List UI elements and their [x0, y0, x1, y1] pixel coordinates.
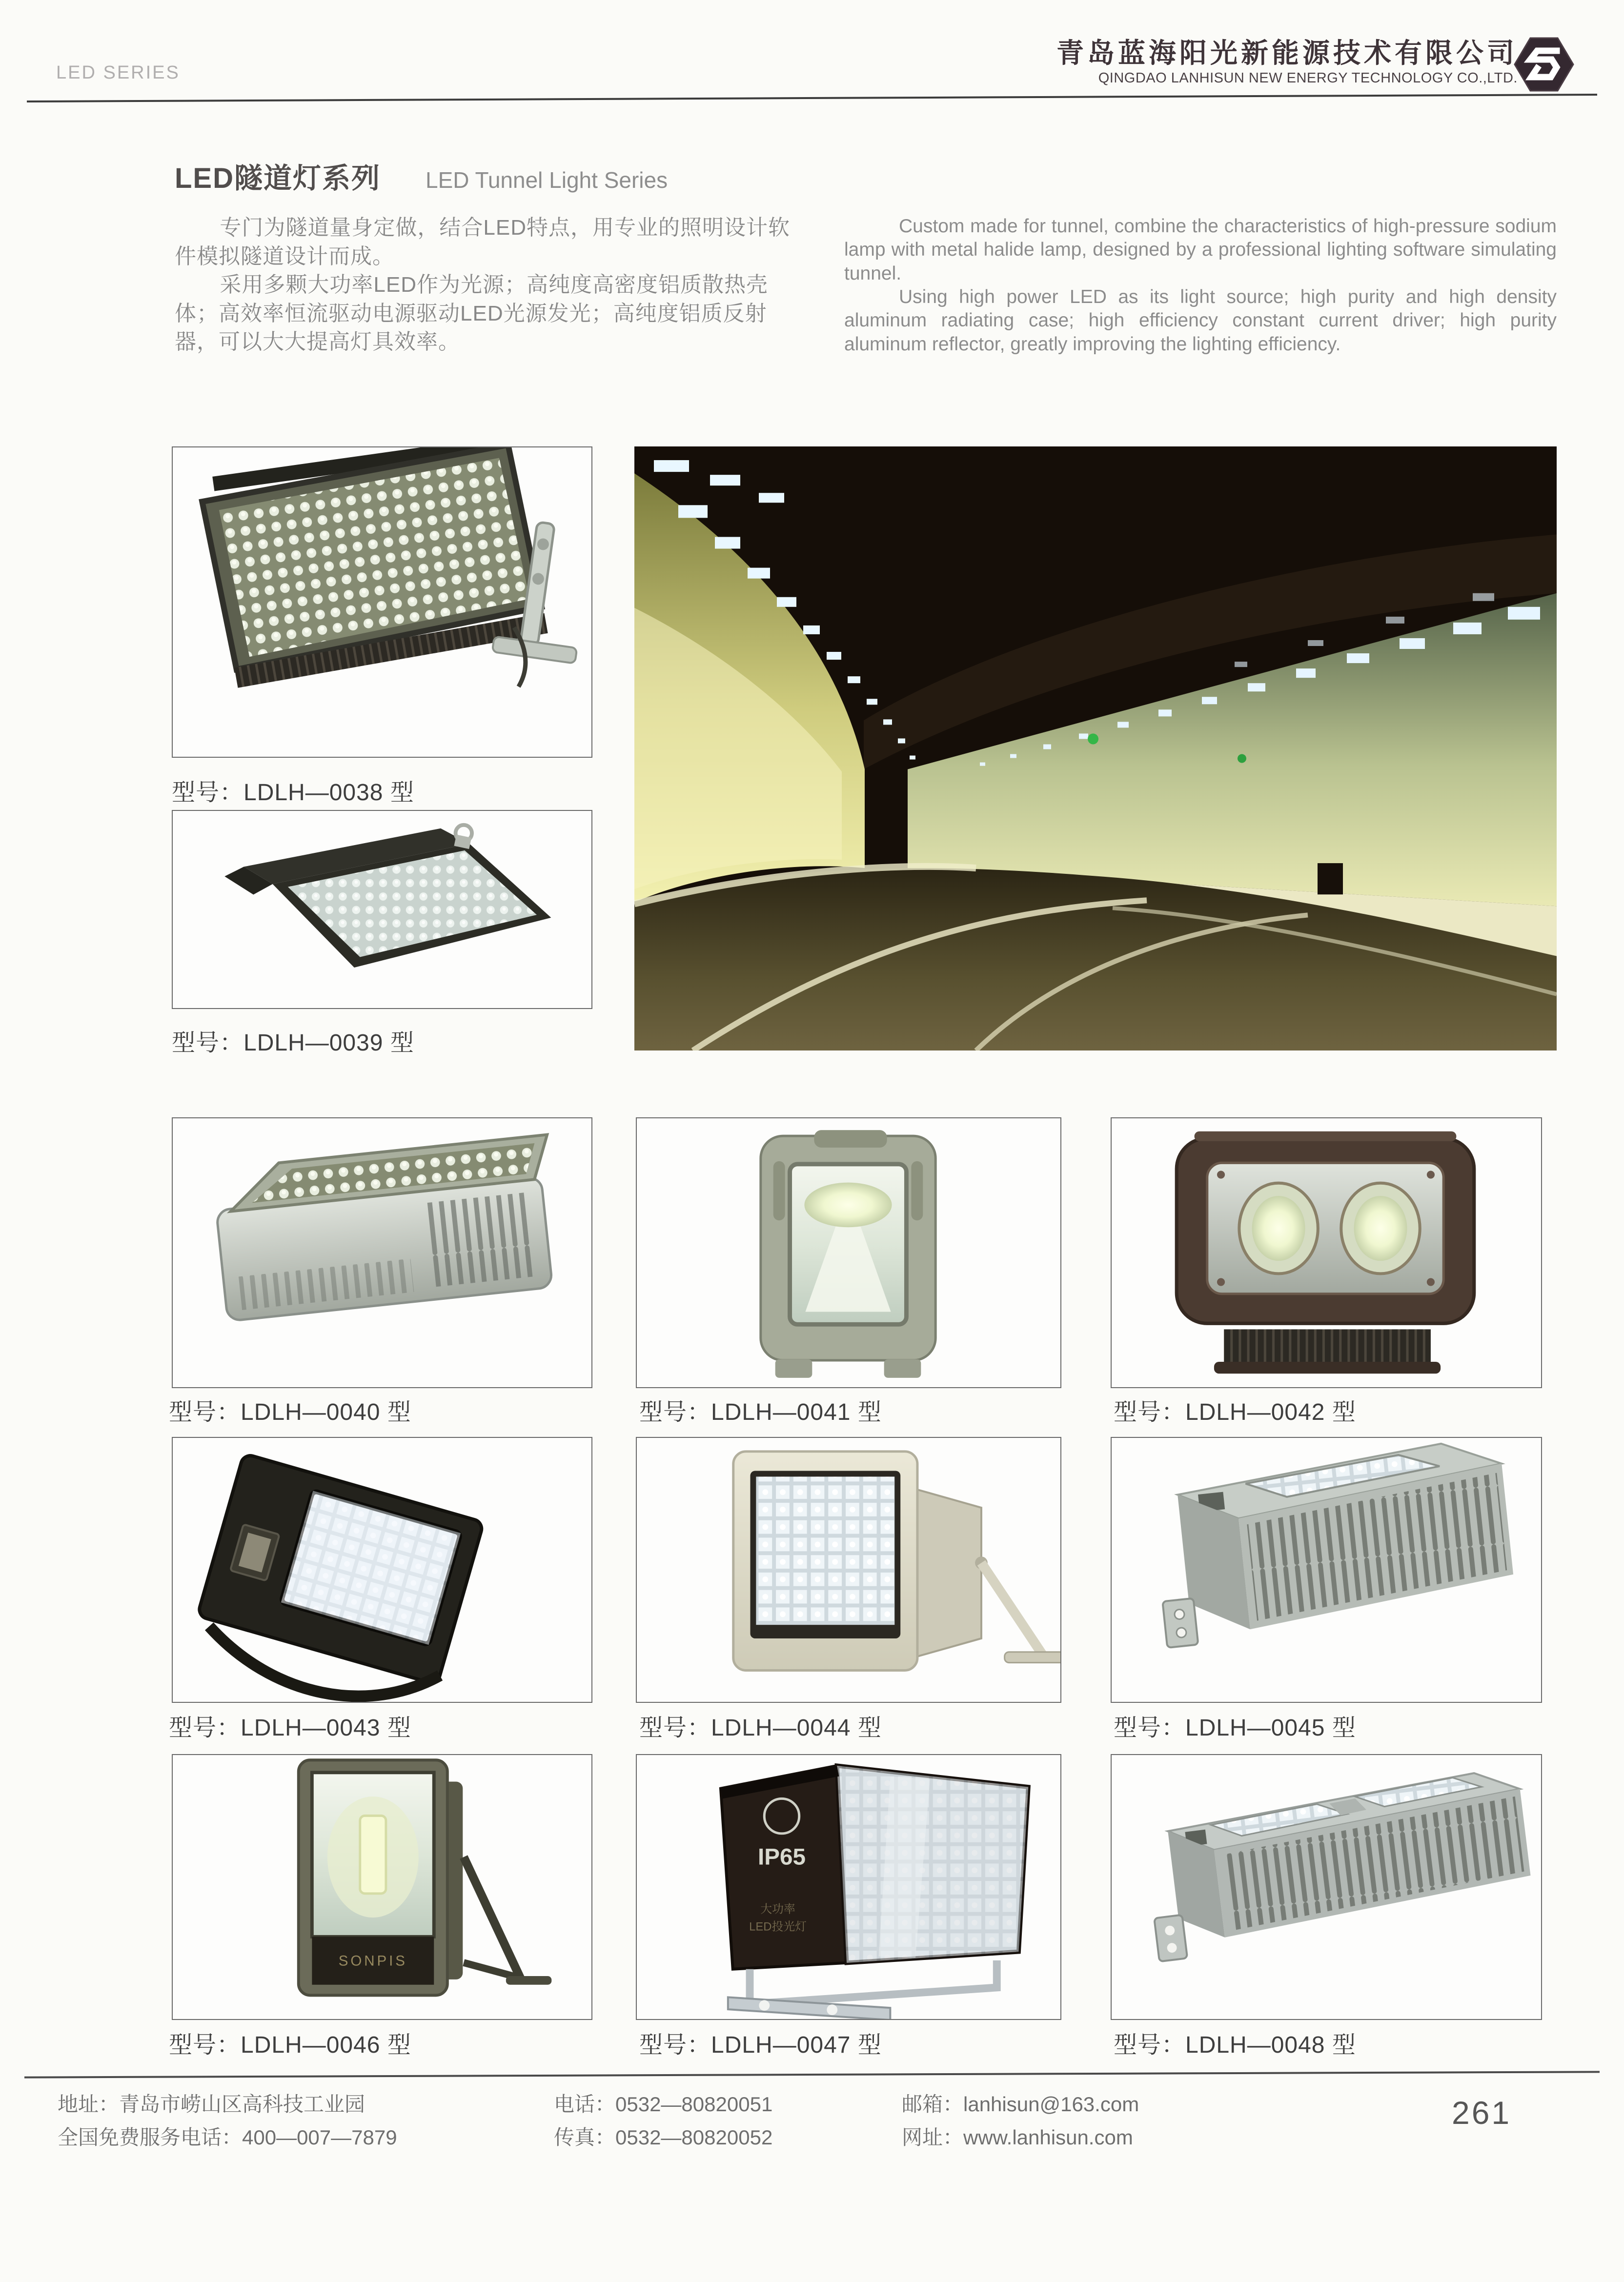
- product-label: 型号：LDLH—0045 型: [1114, 1715, 1356, 1741]
- product-label: 型号：LDLH—0038 型: [172, 780, 414, 806]
- product-label: 型号：LDLH—0040 型: [169, 1399, 411, 1425]
- product-image-ldlh-0043: [172, 1437, 592, 1703]
- page-number: 261: [1452, 2095, 1512, 2131]
- sonpis-brand-text: SONPIS: [338, 1953, 407, 1969]
- product-image-ldlh-0042: [1111, 1117, 1542, 1388]
- product-label: 型号：LDLH—0039 型: [172, 1030, 414, 1056]
- page-title-cn: LED隧道灯系列: [175, 162, 381, 194]
- badge-text-line1: 大功率: [760, 1902, 795, 1916]
- header-divider: [27, 94, 1597, 102]
- company-name-en: QINGDAO LANHISUN NEW ENERGY TECHNOLOGY CO.,LTD.: [1098, 70, 1518, 86]
- product-label: 型号：LDLH—0044 型: [639, 1715, 882, 1741]
- product-label: 型号：LDLH—0046 型: [169, 2032, 411, 2058]
- footer-address: 地址：青岛市崂山区高科技工业园: [58, 2093, 365, 2116]
- product-label: 型号：LDLH—0048 型: [1114, 2032, 1356, 2058]
- product-image-ldlh-0041: [636, 1117, 1061, 1388]
- intro-cn-p1: 专门为隧道量身定做，结合LED特点，用专业的照明设计软件模拟隧道设计而成。: [175, 216, 790, 268]
- company-header: [1056, 38, 1518, 86]
- page-title-en: LED Tunnel Light Series: [426, 167, 668, 193]
- footer-divider: [24, 2071, 1600, 2078]
- product-image-ldlh-0040: [172, 1117, 592, 1388]
- intro-en-p1: Custom made for tunnel, combine the characteristics of high-pressure sodium lamp with metal halide lamp, designed by a professional lighting software simulating tunnel.: [844, 216, 1557, 284]
- series-label: LED SERIES: [56, 62, 180, 83]
- company-logo-icon: [1512, 32, 1576, 97]
- footer-contact-middle: [554, 2094, 772, 2161]
- product-label: 型号：LDLH—0047 型: [639, 2032, 882, 2058]
- product-image-ldlh-0047: [636, 1754, 1061, 2020]
- intro-chinese: [175, 214, 792, 357]
- tunnel-photo: [634, 446, 1557, 1050]
- company-name-cn: 青岛蓝海阳光新能源技术有限公司: [1056, 38, 1518, 68]
- footer-contact-left: [58, 2094, 397, 2161]
- footer-tel: 电话：0532—80820051: [554, 2093, 773, 2116]
- badge-text-line2: LED投光灯: [749, 1920, 807, 1934]
- product-image-ldlh-0045: [1111, 1437, 1542, 1703]
- product-label: 型号：LDLH—0043 型: [169, 1715, 411, 1741]
- product-label: 型号：LDLH—0042 型: [1114, 1399, 1356, 1425]
- footer-fax: 传真：0532—80820052: [554, 2126, 773, 2149]
- footer-hotline: 全国免费服务电话：400—007—7879: [58, 2126, 397, 2149]
- footer-email: 邮箱：lanhisun@163.com: [902, 2093, 1139, 2116]
- intro-cn-p2: 采用多颗大功率LED作为光源；高纯度高密度铝质散热壳体；高效率恒流驱动电源驱动LED光源发光；高纯度铝质反射器，可以大大提高灯具效率。: [175, 273, 768, 354]
- footer-contact-right: [902, 2094, 1139, 2161]
- product-image-ldlh-0039: [172, 810, 592, 1009]
- footer-website: 网址：www.lanhisun.com: [902, 2126, 1133, 2149]
- product-image-ldlh-0046: [172, 1754, 592, 2020]
- ip65-rating-text: IP65: [758, 1844, 806, 1870]
- product-image-ldlh-0038: [172, 446, 592, 758]
- product-image-ldlh-0048: [1111, 1754, 1542, 2020]
- intro-english: [844, 215, 1557, 356]
- product-label: 型号：LDLH—0041 型: [639, 1399, 882, 1425]
- page-title: [175, 155, 668, 196]
- intro-en-p2: Using high power LED as its light source; high purity and high density aluminum radiating case; high efficiency constant current driver; high purity aluminum reflector, greatly improving the lighting efficiency.: [844, 286, 1557, 355]
- product-image-ldlh-0044: [636, 1437, 1061, 1703]
